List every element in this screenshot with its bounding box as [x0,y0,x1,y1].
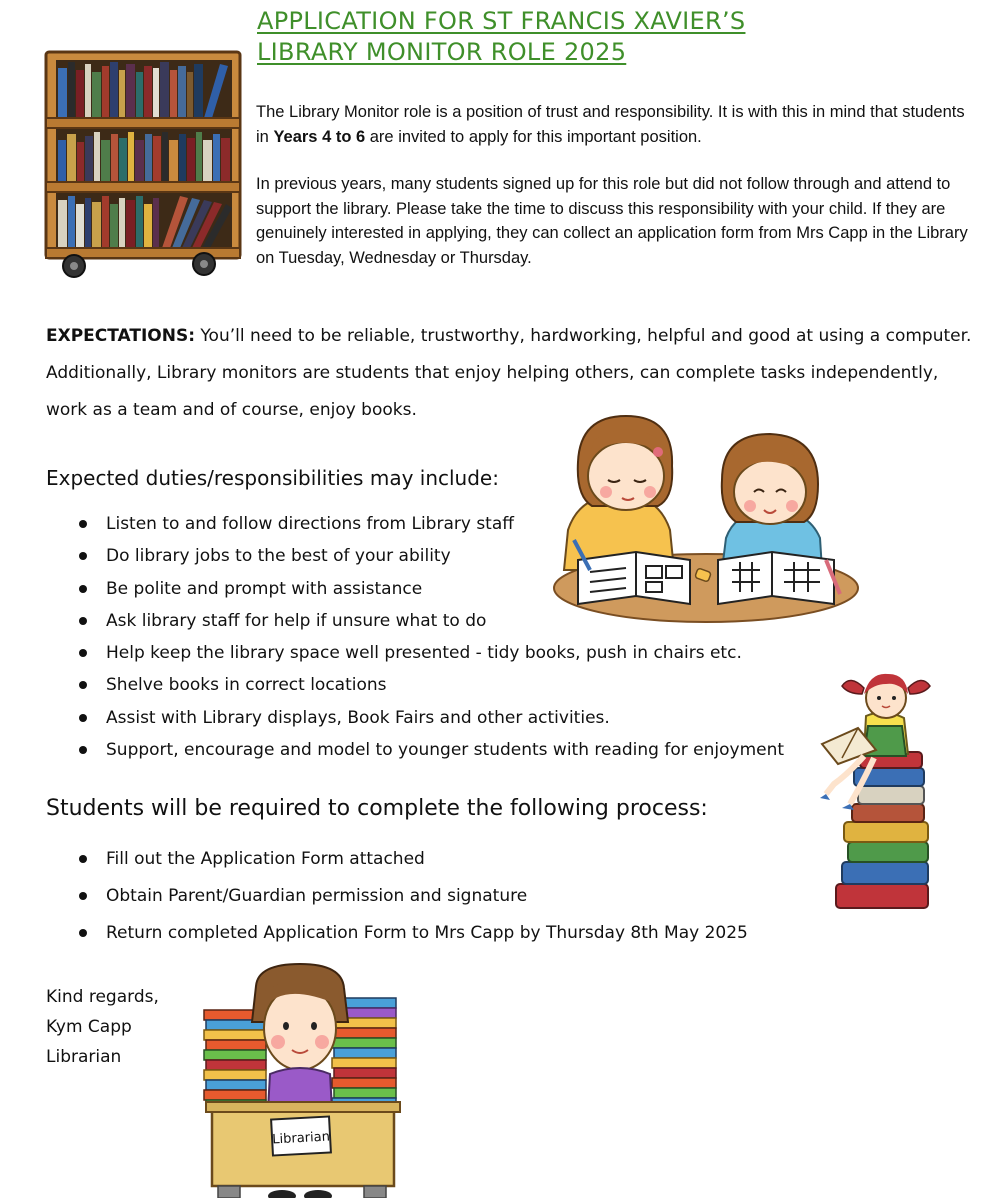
process-heading: Students will be required to complete the following process: [46,796,708,821]
list-item: Do library jobs to the best of your ability [76,541,784,573]
signoff-role: Librarian [46,1047,122,1067]
signoff-name: Kym Capp [46,1017,132,1037]
intro-text-start: The Library Monitor role is a position of trust and responsibility. It is with this in mind that students in [256,103,965,146]
list-item: Help keep the library space well presented - tidy books, push in chairs etc. [76,638,784,670]
signoff [46,982,159,1072]
signoff-regards: Kind regards, [46,987,159,1007]
list-item: Return completed Application Form to Mrs Capp by Thursday 8th May 2025 [76,918,748,955]
list-item: Obtain Parent/Guardian permission and signature [76,881,748,918]
intro-paragraph-2: In previous years, many students signed up for this role but did not follow through and attend to support the library. Please take the time to discuss this responsibility with your child. If they are genuinely interested in applying, they can collect an application form from Mrs Capp in the Library on Tuesday, Wednesday or Thursday. [256,175,968,267]
duties-heading: Expected duties/responsibilities may include: [46,466,499,490]
list-item: Assist with Library displays, Book Fairs and other activities. [76,703,784,735]
process-list [76,844,748,955]
desk-sign-label: Librarian [271,1129,331,1148]
expectations-text: You’ll need to be reliable, trustworthy, hardworking, helpful and good at using a computer. Additionally, Library monitors are students that enjoy helping others, can complete tasks independently, work as a team and of course, enjoy books. [46,326,972,420]
duties-list [76,509,784,767]
list-item: Listen to and follow directions from Library staff [76,509,784,541]
bookshelf-illustration [44,48,244,280]
list-item: Support, encourage and model to younger students with reading for enjoyment [76,735,784,767]
title-line-1: APPLICATION FOR ST FRANCIS XAVIER’S [257,7,746,35]
expectations-label: EXPECTATIONS: [46,326,196,346]
intro-years-bold: Years 4 to 6 [273,127,366,146]
document-title [257,6,977,68]
list-item: Shelve books in correct locations [76,670,784,702]
librarian-illustration [198,962,404,1198]
list-item: Ask library staff for help if unsure what to do [76,606,784,638]
list-item: Fill out the Application Form attached [76,844,748,881]
list-item: Be polite and prompt with assistance [76,574,784,606]
girl-on-books-illustration [814,664,938,918]
intro-paragraph-1 [256,100,966,149]
intro-text-end: are invited to apply for this important position. [365,127,702,146]
title-line-2: LIBRARY MONITOR ROLE 2025 [257,38,627,66]
